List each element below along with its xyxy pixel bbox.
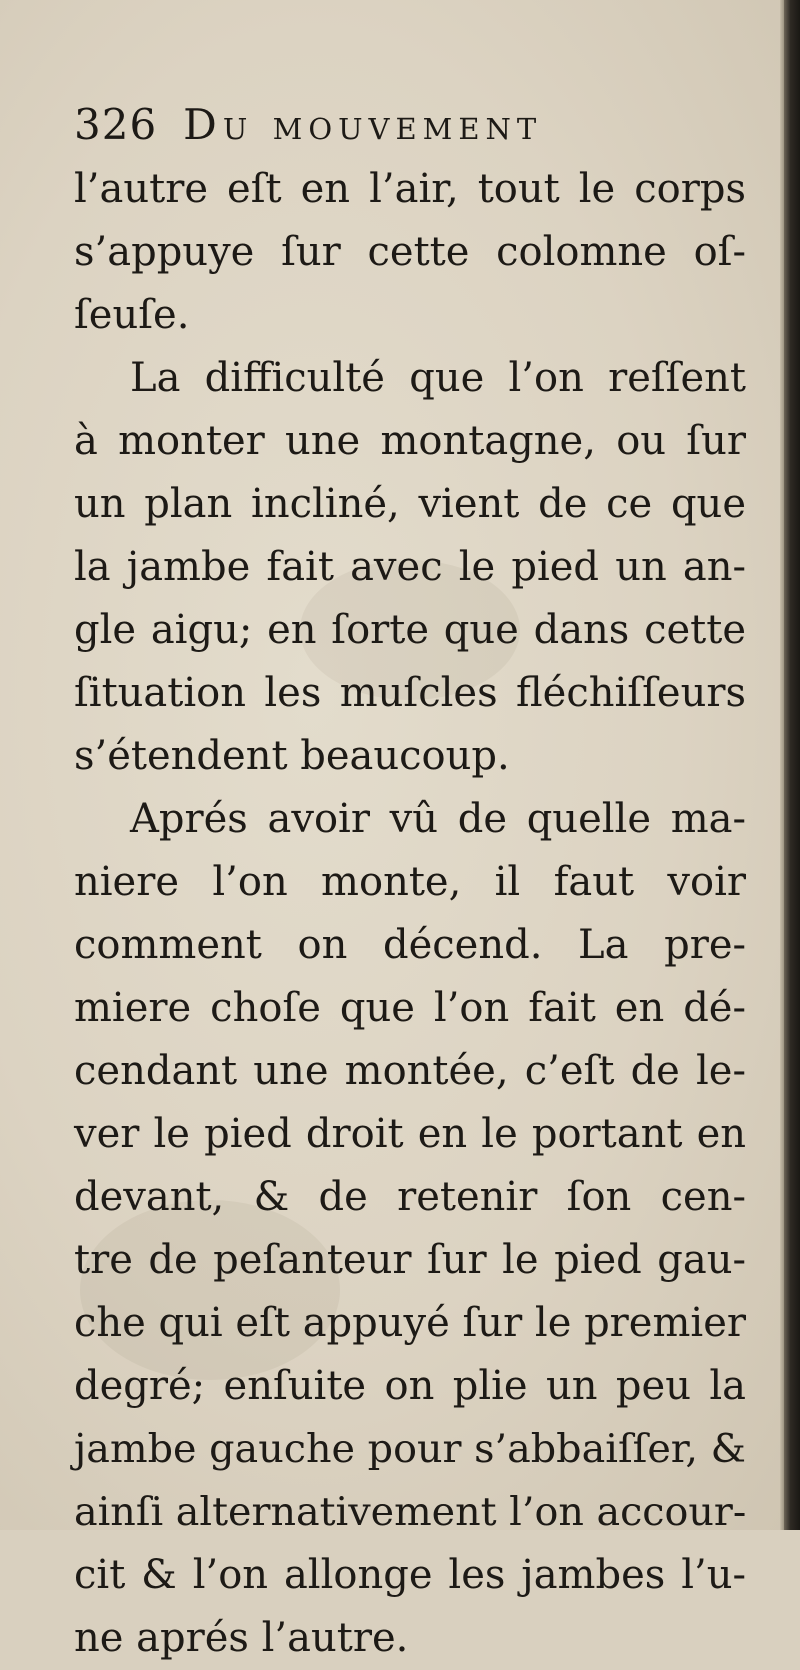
- text-line: La difficulté que l’on reſſent: [130, 355, 746, 401]
- text-line: miere choſe que l’on fait en dé-: [74, 985, 746, 1031]
- text-line: s’étendent beaucoup.: [74, 733, 510, 779]
- book-spine-shadow: [784, 0, 800, 1530]
- running-header: [74, 92, 746, 158]
- text-line: tre de peſanteur ſur le pied gau-: [74, 1237, 746, 1283]
- page-text-block: [74, 92, 746, 1670]
- text-line: l’autre eſt en l’air, tout le corps: [74, 166, 746, 212]
- text-line: devant, & de retenir ſon cen-: [74, 1174, 746, 1220]
- running-title: Du mouvement: [183, 100, 543, 149]
- text-line: à monter une montagne, ou ſur: [74, 418, 746, 464]
- text-line: ver le pied droit en le portant en: [74, 1111, 746, 1157]
- text-line: cendant une montée, c’eſt de le-: [74, 1048, 746, 1094]
- text-line: s’appuye ſur cette colomne oſ-: [74, 229, 746, 275]
- text-line: niere l’on monte, il faut voir: [74, 859, 746, 905]
- text-line: cit & l’on allonge les jambes l’u-: [74, 1552, 746, 1598]
- text-line: Aprés avoir vû de quelle ma-: [130, 796, 746, 842]
- text-line: ainſi alternativement l’on accour-: [74, 1489, 747, 1535]
- text-line: ne aprés l’autre.: [74, 1615, 409, 1661]
- text-line: comment on décend. La pre-: [74, 922, 746, 968]
- text-line: degré; enſuite on plie un peu la: [74, 1363, 746, 1409]
- body-text: [74, 158, 746, 1670]
- text-line: la jambe fait avec le pied un an-: [74, 544, 746, 590]
- page-number: 326: [74, 100, 158, 149]
- text-line: jambe gauche pour s’abbaiſſer, &: [74, 1426, 746, 1472]
- text-line: ſituation les muſcles fléchiſſeurs: [74, 670, 746, 716]
- text-line: un plan incliné, vient de ce que: [74, 481, 746, 527]
- text-line: che qui eſt appuyé ſur le premier: [74, 1300, 746, 1346]
- text-line: gle aigu; en ſorte que dans cette: [74, 607, 746, 653]
- text-line: ſeuſe.: [74, 292, 190, 338]
